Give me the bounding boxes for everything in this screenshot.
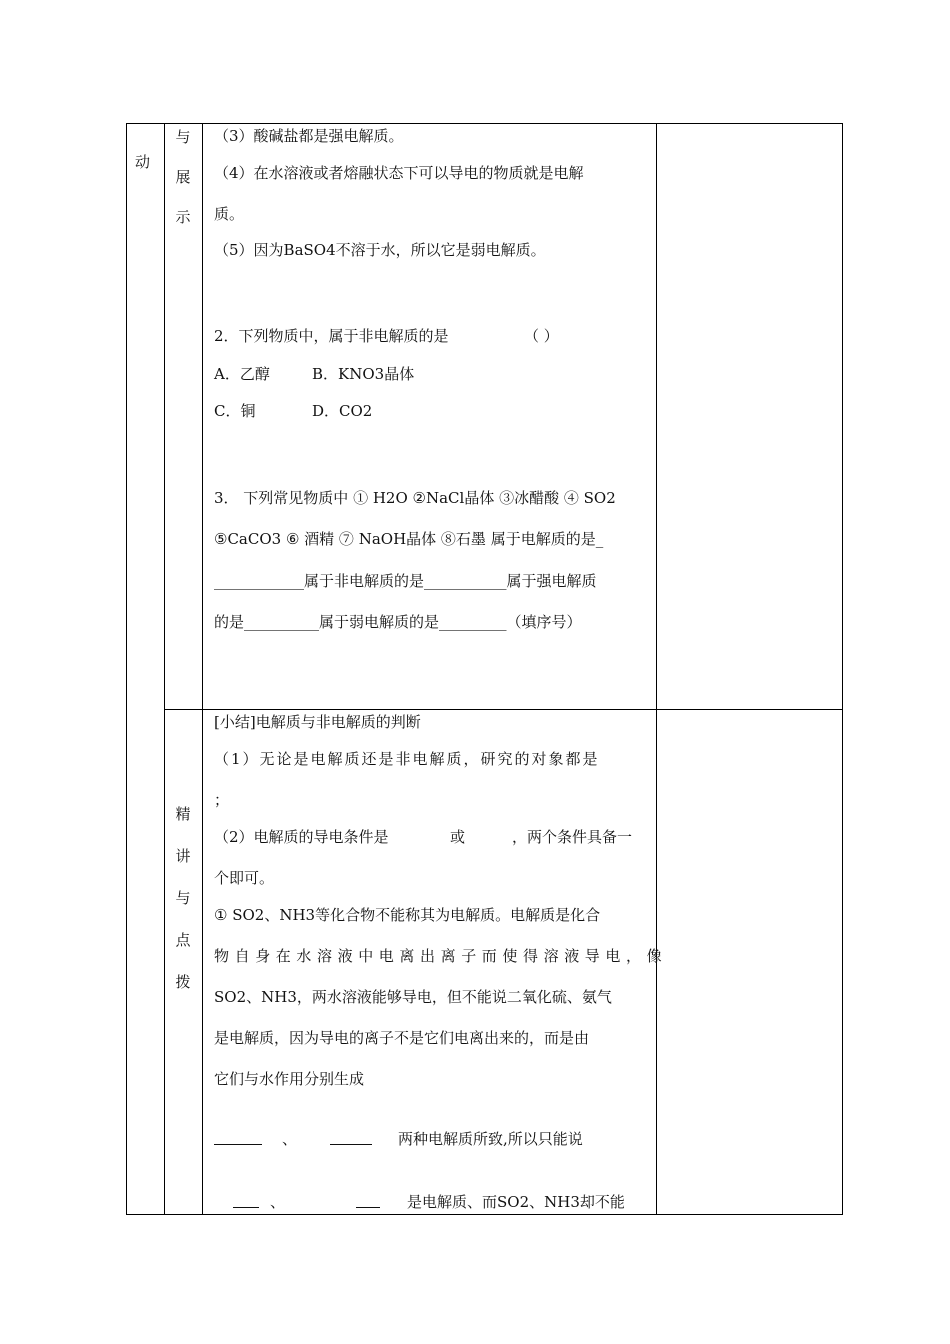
label-char: 拨 <box>175 973 191 991</box>
summary-p2-part2: 或 <box>450 828 466 846</box>
summary-p4-tail: 两种电解质所致,所以只能说 <box>398 1130 583 1148</box>
label-char: 与 <box>175 128 191 146</box>
question-2-paren: （ ） <box>524 327 559 345</box>
statement-4-line1: （4）在水溶液或者熔融状态下可以导电的物质就是电解 <box>214 164 584 182</box>
label-char: 与 <box>175 889 191 907</box>
summary-p3-line4: 是电解质，因为导电的离子不是它们电离出来的，而是由 <box>214 1029 590 1047</box>
table-right-border <box>842 123 843 1215</box>
question-3-line4: 的是__________属于弱电解质的是_________（填序号） <box>214 613 582 631</box>
option-d: D．CO2 <box>312 402 373 420</box>
summary-p3-line1: ① SO2、NH3等化合物不能称其为电解质。电解质是化合 <box>214 906 601 924</box>
label-char: 点 <box>175 931 191 949</box>
option-b: B．KNO3晶体 <box>312 365 415 383</box>
summary-p3-line2: 物自身在水溶液中电离出离子而使得溶液导电，像 <box>214 947 668 965</box>
statement-5: （5）因为BaSO4不溶于水，所以它是弱电解质。 <box>214 241 546 259</box>
table-left-border <box>126 123 127 1215</box>
table-bottom-border <box>126 1214 843 1215</box>
summary-p2-line2: 个即可。 <box>214 869 275 887</box>
statement-3: （3）酸碱盐都是强电解质。 <box>214 127 404 145</box>
fill-blank[interactable] <box>214 1128 262 1145</box>
summary-p5-tail: 是电解质、而SO2、NH3却不能 <box>407 1193 625 1211</box>
summary-p1-line1: （1）无论是电解质还是非电解质，研究的对象都是 <box>214 750 600 768</box>
question-2-stem: 2．下列物质中，属于非电解质的是 <box>214 327 449 345</box>
blank-separator: 、 <box>282 1130 298 1148</box>
question-3-line3: ____________属于非电解质的是___________属于强电解质 <box>214 572 597 590</box>
summary-p1-line2: ； <box>214 791 230 809</box>
fill-blank[interactable] <box>356 1191 380 1208</box>
label-char: 讲 <box>175 847 191 865</box>
question-3-line1: 3． 下列常见物质中 ① H2O ②NaCl晶体 ③冰醋酸 ④ SO2 <box>214 489 616 507</box>
section2-label <box>173 804 193 1014</box>
col-divider-1 <box>164 123 165 1215</box>
fill-blank[interactable] <box>330 1128 372 1145</box>
summary-p3-line3: SO2、NH3，两水溶液能够导电，但不能说二氧化硫、氨气 <box>214 988 612 1006</box>
blank-separator: 、 <box>270 1193 286 1211</box>
option-a: A．乙醇 <box>214 365 270 383</box>
table-top-border <box>126 123 843 124</box>
summary-p2-part1: （2）电解质的导电条件是 <box>214 828 389 846</box>
label-char: 展 <box>175 168 191 186</box>
fill-blank[interactable] <box>233 1191 259 1208</box>
label-char: 示 <box>175 208 191 226</box>
summary-title: [小结]电解质与非电解质的判断 <box>214 713 421 731</box>
label-char: 精 <box>175 805 191 823</box>
summary-p3-line5: 它们与水作用分别生成 <box>214 1070 365 1088</box>
summary-p2-part3: ，两个条件具备一 <box>512 828 633 846</box>
section1-label <box>173 127 193 247</box>
question-3-line2: ⑤CaCO3 ⑥ 酒精 ⑦ NaOH晶体 ⑧石墨 属于电解质的是_ <box>214 530 604 548</box>
row-divider <box>164 709 843 710</box>
col-divider-3 <box>656 123 657 1215</box>
statement-4-line2: 质。 <box>214 205 245 223</box>
option-c: C．铜 <box>214 402 256 420</box>
left-column-char: 动 <box>135 153 151 171</box>
col-divider-2 <box>202 123 203 1215</box>
